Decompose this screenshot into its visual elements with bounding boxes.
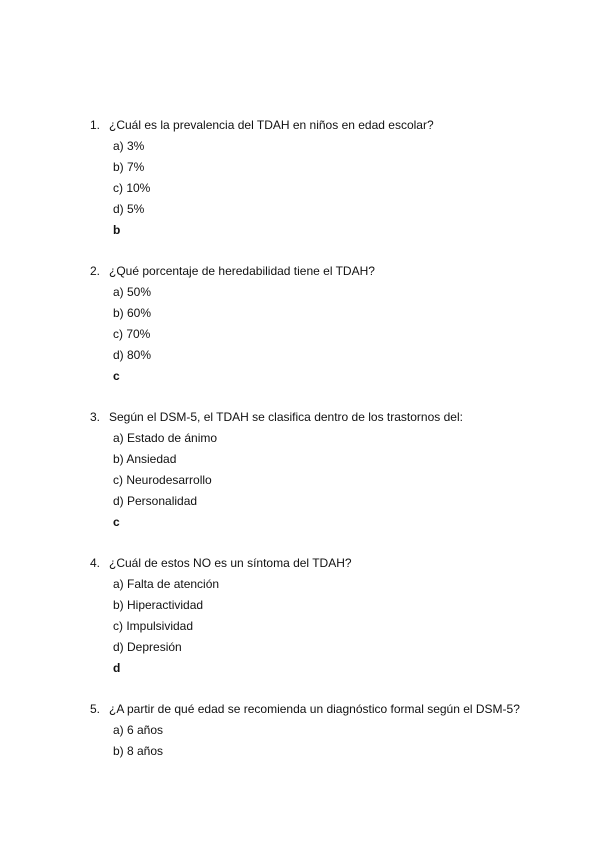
question-text: Según el DSM-5, el TDAH se clasifica dentro de los trastornos del: (109, 410, 463, 424)
question-1 (90, 118, 560, 244)
question-3 (90, 410, 560, 536)
option-c: c) 70% (113, 327, 151, 341)
question-number: 5. (90, 702, 101, 716)
option-a: a) Estado de ánimo (113, 431, 218, 445)
option-b: b) 60% (113, 306, 152, 320)
option-c: c) Impulsividad (113, 619, 194, 633)
option-a: a) 3% (113, 139, 145, 153)
question-text: ¿Cuál es la prevalencia del TDAH en niños en edad escolar? (109, 118, 434, 132)
question-number: 4. (90, 556, 101, 570)
question-text: ¿Cuál de estos NO es un síntoma del TDAH? (109, 556, 352, 570)
option-c: c) 10% (113, 181, 151, 195)
question-text: ¿A partir de qué edad se recomienda un diagnóstico formal según el DSM-5? (109, 702, 520, 716)
answer-key: b (113, 223, 121, 237)
question-5 (90, 702, 560, 765)
option-a: a) Falta de atención (113, 577, 220, 591)
question-line (90, 118, 560, 139)
question-line (90, 410, 560, 431)
option-b: b) Hiperactividad (113, 598, 204, 612)
question-4 (90, 556, 560, 682)
question-number: 2. (90, 264, 101, 278)
answer-key: c (113, 515, 120, 529)
question-line (90, 702, 560, 723)
option-d: d) 5% (113, 202, 145, 216)
question-2 (90, 264, 560, 390)
option-b: b) 7% (113, 160, 145, 174)
question-number: 3. (90, 410, 101, 424)
answer-key: d (113, 661, 121, 675)
option-d: d) 80% (113, 348, 152, 362)
answer-key: c (113, 369, 120, 383)
option-d: d) Depresión (113, 640, 182, 654)
option-a: a) 50% (113, 285, 152, 299)
option-d: d) Personalidad (113, 494, 198, 508)
option-a: a) 6 años (113, 723, 164, 737)
option-c: c) Neurodesarrollo (113, 473, 212, 487)
question-text: ¿Qué porcentaje de heredabilidad tiene el TDAH? (109, 264, 375, 278)
question-line (90, 556, 560, 577)
question-number: 1. (90, 118, 101, 132)
option-b: b) Ansiedad (113, 452, 177, 466)
option-b: b) 8 años (113, 744, 164, 758)
question-line (90, 264, 560, 285)
